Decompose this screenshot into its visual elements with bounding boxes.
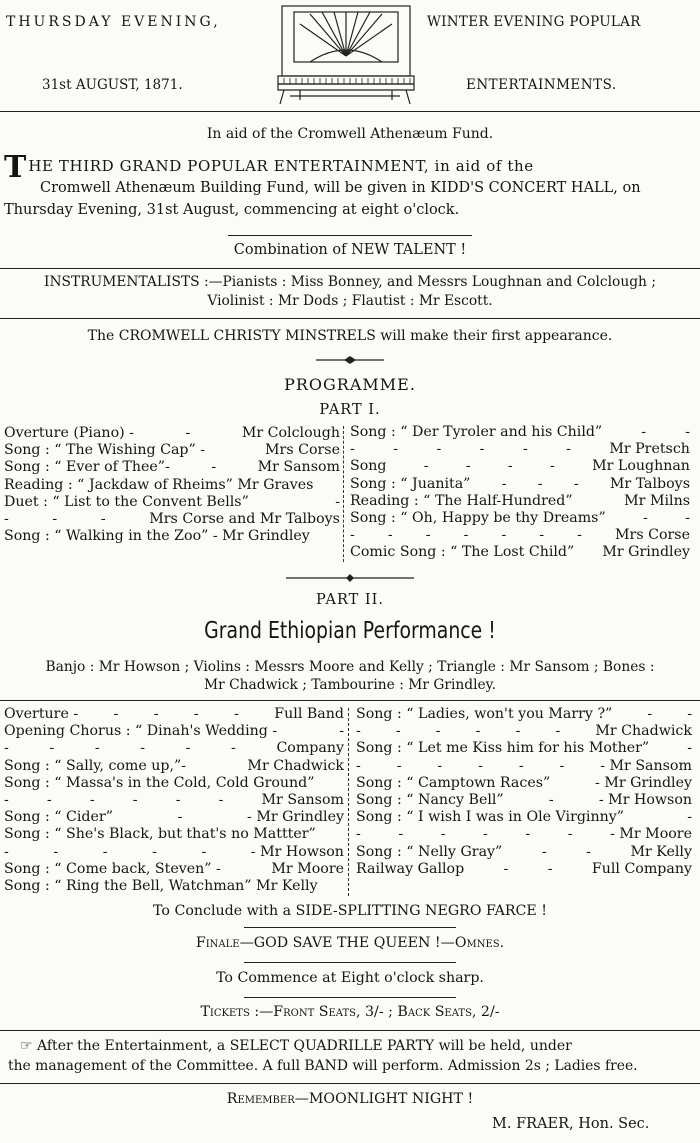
programme-item <box>4 792 344 809</box>
instrumentalists-line1: INSTRUMENTALISTS :—Pianists : Miss Bonney, and Messrs Loughnan and Colclough ; <box>44 274 656 290</box>
programme-item-part: - <box>153 706 159 722</box>
header-right-line2: ENTERTAINMENTS. <box>466 77 617 93</box>
programme-item <box>350 425 690 442</box>
announcement-line1: HE THIRD GRAND POPULAR ENTERTAINMENT, in aid of the <box>28 157 534 175</box>
programme-item-part: - <box>436 441 442 458</box>
rule <box>244 927 456 928</box>
tickets-line: Tickets :—Front Seats, 3/- ; Back Seats, 2/- <box>200 1004 500 1020</box>
programme-item-part: - <box>687 740 692 757</box>
programme-item-part: - <box>53 843 59 860</box>
programme-item-part: Song : “ Cider” <box>4 809 113 826</box>
programme-item-part: - <box>231 740 236 757</box>
programme-item-part: - <box>49 740 55 757</box>
programme-item-part: - <box>393 441 399 458</box>
programme-item-part: - <box>437 757 443 774</box>
programme-item-part: - <box>175 791 181 808</box>
cast-line2: Mr Chadwick ; Tambourine : Mr Grindley. <box>203 677 497 693</box>
conclude-line: To Conclude with a SIDE-SPLITTING NEGRO FARCE ! <box>153 903 547 919</box>
programme-item-part: - <box>211 459 217 476</box>
programme-item-part: - <box>132 791 138 808</box>
programme-item-part: - <box>185 425 191 441</box>
programme-item-part: Song : “ She's Black, but that's no Mattter” <box>4 826 316 843</box>
programme-item-part: - <box>547 860 553 877</box>
programme-item-part: - <box>687 706 692 722</box>
programme-item-part: - <box>555 723 561 740</box>
programme-item-part: Song : “ Massa's in the Cold, Cold Ground” <box>4 774 315 791</box>
programme-item-part: - <box>113 706 119 722</box>
cast-line1: Banjo : Mr Howson ; Violins : Messrs Moore and Kelly ; Triangle : Mr Sansom ; Bones : <box>45 659 655 675</box>
aid-line: In aid of the Cromwell Athenæum Fund. <box>206 126 494 142</box>
programme-item-part: - <box>94 740 100 757</box>
programme-item <box>356 758 692 775</box>
programme-item-part: - <box>525 826 531 843</box>
programme-item <box>4 826 344 843</box>
programme-item-part: - <box>537 475 543 492</box>
combination-line: Combination of NEW TALENT ! <box>233 242 467 258</box>
column-brace <box>348 708 349 896</box>
programme-item <box>4 511 340 528</box>
programme-item-part: - <box>4 843 9 860</box>
programme-item-part: - <box>396 757 402 774</box>
programme-item-part: Mrs Corse <box>615 527 690 544</box>
programme-item-part: - <box>335 493 340 510</box>
programme-item <box>4 844 344 861</box>
programme-item <box>4 775 344 792</box>
programme-item <box>4 740 344 757</box>
programme-title: PROGRAMME. <box>284 375 416 394</box>
programme-item <box>356 792 692 809</box>
programme-item-part: - Mr Sansom <box>600 757 692 774</box>
programme-item-part: - <box>140 740 146 757</box>
quadrille-line2: the management of the Committee. A full BAND will perform. Admission 2s ; Ladies free. <box>8 1058 638 1074</box>
programme-item-part: - <box>641 424 647 440</box>
programme-item-part: - <box>425 527 431 544</box>
programme-item-part: Song : “ Come back, Steven” - <box>4 860 221 877</box>
programme-item-part: - Mr Howson <box>250 843 344 860</box>
signature: M. FRAER, Hon. Sec. <box>492 1116 650 1132</box>
rule <box>228 235 472 236</box>
programme-item-part: Mr Pretsch <box>609 441 690 458</box>
instrumentalists-line2: Violinist : Mr Dods ; Flautist : Mr Escott. <box>207 293 493 309</box>
rule <box>0 1083 700 1084</box>
programme-item-part: Song : “ Let me Kiss him for his Mother” <box>356 740 650 757</box>
ornament-divider-icon <box>316 354 384 366</box>
programme-item-part: - <box>475 723 481 740</box>
programme-item-part: Full Company <box>591 860 692 877</box>
programme-item-part: - <box>435 723 441 740</box>
programme-item-part: - <box>100 510 106 527</box>
programme-item-part: Mr Loughnan <box>592 458 690 475</box>
programme-item-part: - <box>550 458 555 475</box>
programme-item <box>356 740 692 757</box>
rule <box>0 268 700 269</box>
programme-item <box>350 511 690 528</box>
programme-item-part: - <box>503 860 509 877</box>
part1-left-column <box>4 425 340 545</box>
programme-item-part: - <box>685 424 690 440</box>
programme-item-part: Song : “ Nelly Gray” <box>356 843 503 860</box>
programme-item-part: - <box>4 791 9 808</box>
programme-item-part: - <box>573 475 579 492</box>
piano-icon <box>270 0 420 108</box>
programme-item-part: - <box>387 527 393 544</box>
programme-item-part: - <box>478 757 483 774</box>
programme-item-part: - <box>566 441 571 458</box>
programme-item-part: - <box>463 527 469 544</box>
programme-item <box>356 844 692 861</box>
rule <box>0 700 700 701</box>
programme-item <box>4 442 340 459</box>
programme-item-part: Song : “ Ever of Thee”- <box>4 459 170 476</box>
programme-item-part: - <box>356 757 361 774</box>
programme-item-part: Reading : “ The Half-Hundred” <box>350 492 573 509</box>
programme-item-part: - <box>577 527 582 544</box>
part2-left-column <box>4 706 344 895</box>
programme-item-part: - <box>643 509 648 526</box>
announcement-line3: Thursday Evening, 31st August, commencing at eight o'clock. <box>4 202 460 218</box>
drop-cap: T <box>4 150 27 185</box>
programme-item-part: - Mr Grindley <box>247 809 344 826</box>
programme-item-part: - <box>522 441 528 458</box>
programme-item-part: - <box>52 510 58 527</box>
programme-item-part: - <box>515 723 521 740</box>
programme-item-part: - <box>356 826 361 843</box>
programme-item-part: Mrs Corse and Mr Talboys <box>149 510 340 527</box>
programme-item-part: - <box>423 458 429 475</box>
programme-item-part: Song : “ Ring the Bell, Watchman” Mr Kelly <box>4 877 318 894</box>
programme-item-part: Mr Colclough <box>241 425 340 441</box>
programme-item-part: Song : “ Walking in the Zoo” - Mr Grindley <box>4 528 310 545</box>
programme-item <box>350 528 690 545</box>
programme-item-part: - <box>4 740 9 757</box>
programme-item-part: - <box>685 509 690 526</box>
programme-item-part: - <box>465 458 471 475</box>
announcement-line2: Cromwell Athenæum Building Fund, will be given in KIDD'S CONCERT HALL, on <box>40 180 641 196</box>
programme-item <box>4 425 340 442</box>
programme-item-part: Reading : “ Jackdaw of Rheims” Mr Graves <box>4 476 314 493</box>
programme-item <box>350 459 690 476</box>
programme-item-part: Mr Chadwick <box>595 723 692 740</box>
programme-item-part: Opening Chorus : “ Dinah's Wedding - <box>4 723 278 740</box>
programme-item-part: Song <box>350 458 387 475</box>
programme-item-part: - <box>567 826 573 843</box>
programme-item <box>356 826 692 843</box>
announcement <box>4 150 694 221</box>
programme-item-part: Full Band <box>274 706 344 722</box>
programme-item-part: - <box>501 475 507 492</box>
programme-item <box>4 706 344 723</box>
programme-item-part: Song : “ Nancy Bell” <box>356 791 504 808</box>
programme-item-part: Mr Milns <box>624 492 690 509</box>
programme-item-part: - Mr Grindley <box>595 774 692 791</box>
programme-item-part: Song : “ Sally, come up,”- <box>4 757 187 774</box>
programme-item-part: - <box>201 843 207 860</box>
programme-item-part: - <box>152 843 157 860</box>
programme-item-part: - <box>440 826 446 843</box>
programme-item <box>350 545 690 562</box>
programme-item-part: - <box>647 706 653 722</box>
commence-line: To Commence at Eight o'clock sharp. <box>216 970 484 986</box>
programme-item-part: Song : “ Der Tyroler and his Child” <box>350 424 603 440</box>
top-rule <box>0 111 700 112</box>
programme-item-part: - <box>395 723 401 740</box>
header-right-line1: WINTER EVENING POPULAR <box>427 14 641 30</box>
programme-item-part: - <box>687 809 692 826</box>
programme-item-part: Mr Talboys <box>609 475 690 492</box>
minstrels-line: The CROMWELL CHRISTY MINSTRELS will make their first appearance. <box>87 328 613 344</box>
programme-item-part: - <box>518 757 524 774</box>
programme-item-part: - Mr Moore <box>610 826 692 843</box>
programme-item <box>350 494 690 511</box>
programme-item <box>356 775 692 792</box>
programme-item-part: Mr Sansom <box>257 459 340 476</box>
programme-item-part: Mrs Corse <box>265 442 340 459</box>
ornament-divider-icon <box>286 572 414 584</box>
programme-item-part: Mr Kelly <box>630 843 692 860</box>
programme-item-part: Mr Chadwick <box>247 757 344 774</box>
programme-item-part: Duet : “ List to the Convent Bells” <box>4 493 249 510</box>
rule <box>244 997 456 998</box>
part2-heading: Grand Ethiopian Performance ! <box>204 618 496 644</box>
programme-item-part: - <box>193 706 199 722</box>
programme-item-part: - <box>501 527 507 544</box>
pointing-hand-icon: ☞ <box>20 1038 33 1054</box>
programme-item <box>4 758 344 775</box>
programme-item-part: - <box>339 723 344 740</box>
programme-item <box>4 459 340 476</box>
programme-item <box>4 494 340 511</box>
programme-item-part: - <box>559 757 565 774</box>
header-left-line2: 31st AUGUST, 1871. <box>42 77 183 93</box>
programme-item-part: - <box>548 791 554 808</box>
programme-item-part: Song : “ Camptown Races” <box>356 774 551 791</box>
programme-item-part: Mr Grindley <box>602 544 690 561</box>
quadrille-line1 <box>20 1038 572 1054</box>
programme-item <box>4 861 344 878</box>
part1-right-column <box>350 425 690 563</box>
programme-item-part: Song : “ The Wishing Cap” - <box>4 442 206 459</box>
programme-item <box>356 706 692 723</box>
programme-item-part: - <box>350 441 355 458</box>
part2-right-column <box>356 706 692 878</box>
programme-item-part: - <box>507 458 513 475</box>
programme-item-part: Song : “ Juanita” <box>350 475 471 492</box>
part2-title: PART II. <box>316 592 384 608</box>
programme-item-part: - Mr Howson <box>598 791 692 808</box>
programme-item-part: - <box>350 527 355 544</box>
programme-item-part: - <box>185 740 191 757</box>
programme-item-part: - <box>541 843 547 860</box>
programme-item-part: Mr Moore <box>271 860 344 877</box>
programme-item-part: Song : “ I wish I was in Ole Virginny” <box>356 809 625 826</box>
finale-line: Finale—GOD SAVE THE QUEEN !—Omnes. <box>195 935 505 951</box>
header-left-line1: THURSDAY EVENING, <box>6 14 221 30</box>
programme-item-part: Railway Gallop <box>356 860 465 877</box>
programme-item <box>350 477 690 494</box>
programme-item <box>350 442 690 459</box>
part1-title: PART I. <box>319 402 381 418</box>
programme-item-part: - <box>398 826 404 843</box>
programme-item <box>4 878 344 895</box>
programme-item-part: Song : “ Oh, Happy be thy Dreams” <box>350 509 606 526</box>
programme-item-part: - <box>102 843 108 860</box>
programme-item-part: - <box>479 441 485 458</box>
rule <box>0 318 700 319</box>
programme-item-part: - <box>46 791 52 808</box>
programme-item-part: Company <box>276 740 344 757</box>
programme-item <box>356 809 692 826</box>
programme-item-part: Overture - <box>4 706 79 722</box>
programme-item-part: - <box>218 791 224 808</box>
programme-item <box>4 809 344 826</box>
programme-item <box>4 528 340 545</box>
rule <box>244 962 456 963</box>
programme-item-part: Overture (Piano) - <box>4 425 134 441</box>
programme-item <box>356 723 692 740</box>
programme-item-part: - <box>586 843 591 860</box>
programme-item <box>4 723 344 740</box>
programme-item <box>356 861 692 878</box>
rule <box>0 1030 700 1031</box>
programme-item-part: - <box>4 510 9 527</box>
programme-item <box>4 477 340 494</box>
programme-item-part: - <box>177 809 183 826</box>
programme-item-part: Mr Sansom <box>261 791 344 808</box>
quadrille-text-line1: After the Entertainment, a SELECT QUADRILLE PARTY will be held, under <box>37 1038 572 1054</box>
programme-item-part: - <box>483 826 488 843</box>
programme-item-part: Comic Song : “ The Lost Child” <box>350 544 575 561</box>
column-brace <box>343 426 344 562</box>
programme-item-part: - <box>234 706 239 722</box>
programme-item-part: - <box>89 791 95 808</box>
programme-item-part: Song : “ Ladies, won't you Marry ?” <box>356 706 613 722</box>
programme-item-part: - <box>356 723 361 740</box>
programme-item-part: - <box>539 527 545 544</box>
remember-line: Remember—MOONLIGHT NIGHT ! <box>226 1091 474 1107</box>
